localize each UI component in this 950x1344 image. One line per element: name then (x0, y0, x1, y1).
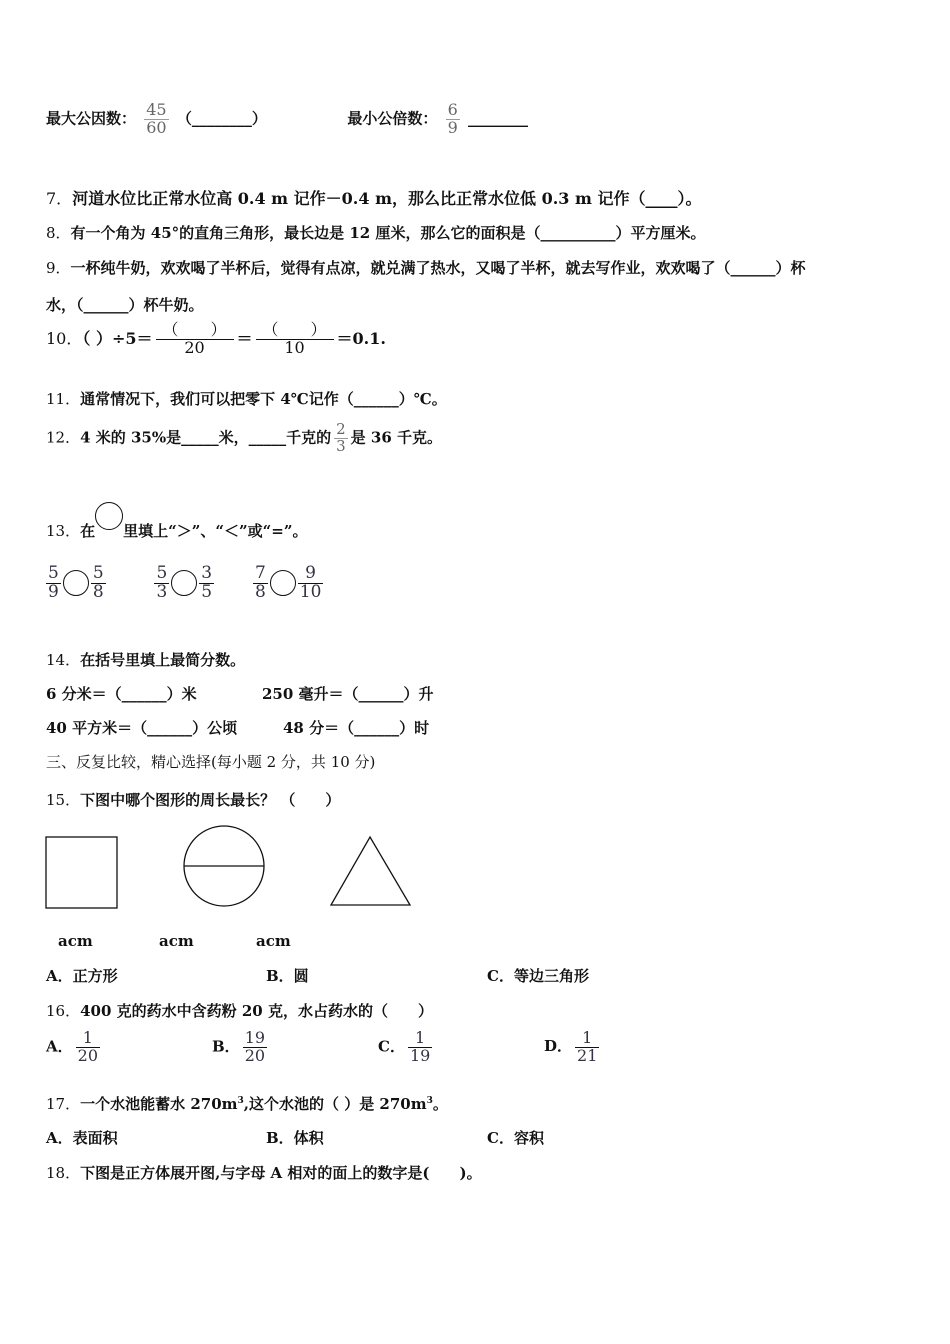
question-8 (46, 222, 705, 243)
option-a[interactable]: A． $\frac{1}{20}$ (46, 1028, 98, 1065)
q14-item: 6 分米＝（______）米 (46, 685, 197, 703)
q10-fraction-2: $\frac{( )}{10}$ (256, 322, 334, 357)
q10-end: ＝0.1. (336, 328, 386, 348)
q13-post: 里填上“＞”、“＜”或“=”。 (123, 522, 308, 540)
question-number: 12． (46, 428, 81, 447)
question-11 (46, 388, 447, 409)
triangle-shape (331, 837, 410, 905)
question-number: 16． (46, 1002, 81, 1020)
question-9-line2 (46, 294, 204, 315)
q13-pre: 在 (80, 522, 96, 540)
square-shape (46, 837, 117, 908)
q14-row-2 (46, 717, 429, 738)
question-text: 在括号里填上最简分数。 (80, 651, 246, 669)
question-number: 8． (46, 224, 71, 242)
section-3-heading: 三、反复比较，精心选择(每小题 2 分，共 10 分) (46, 753, 376, 771)
q14-row-1 (46, 683, 434, 704)
q10-fraction-1: $\frac{( )}{20}$ (156, 322, 234, 357)
answer-circle[interactable] (270, 570, 296, 596)
question-16 (46, 1000, 433, 1021)
option-c[interactable]: C．等边三角形 (487, 967, 589, 985)
q10-start: （ ）÷5＝ (82, 328, 153, 348)
option-b[interactable]: B．体积 (266, 1129, 324, 1147)
q17-options (46, 1127, 544, 1148)
question-text: 有一个角为 45°的直角三角形，最长边是 12 厘米，那么它的面积是（__________）平方厘米。 (70, 224, 706, 242)
q13-comparisons (46, 565, 323, 602)
q12-part1: 4 米的 35%是_____米，_____千克的 (80, 428, 332, 447)
q10-equals: ＝ (236, 328, 253, 348)
question-number: 14． (46, 651, 81, 669)
shape-label: acm (159, 932, 194, 950)
question-text: 通常情况下，我们可以把零下 4℃记作（______）℃。 (80, 390, 447, 408)
q15-shape-labels (58, 932, 291, 950)
option-c[interactable]: C． $\frac{1}{19}$ (378, 1028, 431, 1065)
question-number: 11． (46, 390, 81, 408)
question-text: 一杯纯牛奶，欢欢喝了半杯后，觉得有点凉，就兑满了热水，又喝了半杯，就去写作业，欢欢喝了（______）杯 (70, 259, 806, 277)
compare-circle-icon (95, 502, 123, 530)
option-a[interactable]: A．正方形 (46, 967, 118, 985)
q14-item: 40 平方米＝（______）公顷 (46, 719, 238, 737)
question-15 (46, 789, 340, 810)
option-b[interactable]: B．圆 (266, 967, 309, 985)
question-10 (46, 322, 386, 357)
question-17: 17．一个水池能蓄水 $270m^3$,这个水池的（ ）是 $270m^3$。 (46, 1095, 448, 1113)
question-13 (46, 502, 307, 541)
lcm-fraction: $\frac{6}{9}$ (447, 100, 458, 137)
q6-line (46, 102, 528, 137)
q14-item: 250 毫升＝（______）升 (262, 685, 434, 703)
question-number: 13． (46, 522, 81, 540)
question-number: 18． (46, 1164, 81, 1182)
q16-options (46, 1030, 602, 1065)
answer-circle[interactable] (171, 570, 197, 596)
question-9-line1 (46, 257, 806, 278)
q15-options (46, 965, 589, 986)
question-number: 17． (46, 1095, 81, 1113)
question-number: 15． (46, 791, 81, 809)
q12-part2: 是 36 千克。 (350, 428, 442, 447)
question-text: 400 克的药水中含药粉 20 克，水占药水的（ ） (80, 1002, 433, 1020)
question-7 (46, 186, 701, 209)
option-d[interactable]: D． $\frac{1}{21}$ (544, 1028, 598, 1065)
question-12 (46, 422, 442, 455)
q15-shapes (40, 822, 440, 922)
option-a[interactable]: A．表面积 (46, 1129, 118, 1147)
question-14 (46, 649, 245, 670)
q14-item: 48 分＝（______）时 (283, 719, 430, 737)
gcd-label: 最大公因数： (46, 109, 137, 128)
lcm-blank[interactable]: ________ (468, 109, 528, 128)
question-number: 7． (46, 189, 73, 208)
answer-circle[interactable] (63, 570, 89, 596)
gcd-fraction: $\frac{45}{60}$ (146, 100, 167, 137)
comparison-item: $\frac{5}{3}$ $\frac{3}{5}$ (156, 563, 213, 602)
question-text: 下图中哪个图形的周长最长？ （ ） (80, 791, 341, 809)
question-text: 水，（______）杯牛奶。 (46, 296, 204, 314)
lcm-label: 最小公倍数： (347, 109, 438, 128)
question-text: 下图是正方体展开图,与字母 A 相对的面上的数字是( )。 (80, 1164, 482, 1182)
q12-fraction: $\frac{2}{3}$ (336, 420, 346, 455)
comparison-item: $\frac{5}{9}$ $\frac{5}{8}$ (48, 563, 104, 602)
shape-label: acm (58, 932, 93, 950)
question-number: 9． (46, 259, 71, 277)
option-b[interactable]: B． $\frac{19}{20}$ (212, 1028, 266, 1065)
gcd-blank[interactable]: （________） (176, 109, 267, 128)
shape-label: acm (256, 932, 291, 950)
question-number: 10． (46, 328, 83, 348)
option-c[interactable]: C．容积 (487, 1129, 544, 1147)
question-text: 河道水位比正常水位高 0.4 m 记作－0.4 m，那么比正常水位低 0.3 m 记作（____）。 (72, 189, 702, 208)
comparison-item: $\frac{7}{8}$ $\frac{9}{10}$ (254, 563, 322, 602)
question-18 (46, 1162, 482, 1183)
